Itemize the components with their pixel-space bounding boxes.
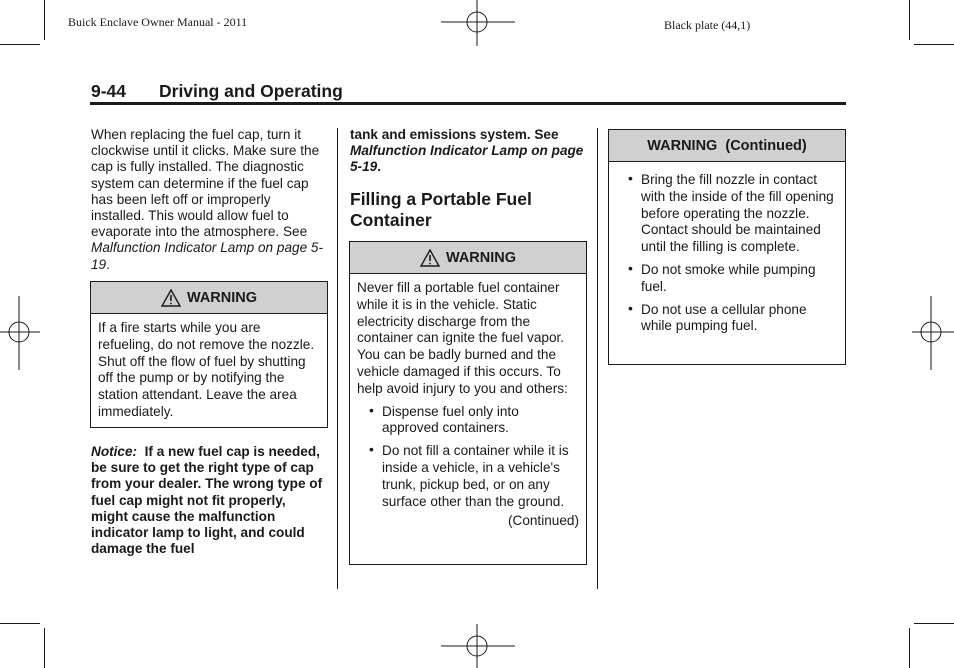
section-heading: Filling a Portable Fuel Container bbox=[350, 189, 532, 230]
continued-warning-box bbox=[608, 129, 846, 365]
malfunction-lamp-reference: Malfunction Indicator Lamp on page 5-19 bbox=[91, 240, 323, 272]
malfunction-lamp-reference-2: Malfunction Indicator Lamp on page 5-19 bbox=[350, 143, 584, 175]
header-rule bbox=[90, 102, 846, 105]
registration-mark-left bbox=[0, 296, 40, 370]
warning-title: WARNING bbox=[445, 249, 517, 266]
continued-paragraph: tank and emissions system. See Malfunction Indicator Lamp on page 5-19. bbox=[350, 127, 584, 175]
column-divider-2 bbox=[597, 128, 598, 589]
plate-label: Black plate (44,1) bbox=[664, 18, 751, 32]
page-number: 9-44 bbox=[91, 81, 127, 101]
continued-label: (Continued) bbox=[507, 513, 579, 529]
portable-fuel-warning-box bbox=[349, 241, 587, 565]
fire-warning-box bbox=[90, 281, 328, 428]
registration-mark-right bbox=[912, 296, 954, 370]
warning-triangle-icon bbox=[420, 249, 440, 267]
fuel-cap-paragraph: When replacing the fuel cap, turn it clockwise until it clicks. Make sure the cap is fully installed. The diagnostic system can determine if the fuel cap has been left off or improperly installed. This would allow fuel to evaporate into the atmosphere. See Malfunction Indicator Lamp on page 5-19. bbox=[91, 127, 323, 272]
registration-mark-bottom bbox=[441, 624, 515, 668]
notice-paragraph: Notice: If a new fuel cap is needed, be sure to get the right type of cap from your dealer. The wrong type of fuel cap might not fit properly, might cause the malfunction indicator lamp to light, and could damage the fuel bbox=[91, 444, 323, 557]
list-item: • Do not fill a container while it is inside a vehicle, in a vehicle's trunk, pickup bed, or on any surface other than the ground. bbox=[369, 441, 569, 509]
warning-triangle-icon bbox=[161, 289, 181, 307]
list-item: • Do not use a cellular phone while pumping fuel. bbox=[628, 299, 807, 334]
fire-warning-text: If a fire starts while you are refueling, do not remove the nozzle. Shut off the flow of fuel by shutting off the pump or by notifying the station attendant. Leave the area immediately. bbox=[98, 320, 315, 419]
column-divider-1 bbox=[337, 128, 338, 589]
warning-continued-title: WARNING (Continued) bbox=[647, 137, 807, 154]
list-item: • Dispense fuel only into approved containers. bbox=[369, 401, 519, 436]
warning-title: WARNING bbox=[186, 289, 258, 306]
notice-label: Notice: bbox=[91, 444, 138, 459]
portable-fuel-warning-text: Never fill a portable fuel container while it is in the vehicle. Static electricity discharge from the container can ignite the fuel vapor. You can be badly burned and the vehicle damaged if this occurs. To help avoid injury to you and others: bbox=[357, 280, 568, 396]
registration-mark-top bbox=[441, 0, 515, 46]
list-item: • Do not smoke while pumping fuel. bbox=[628, 259, 816, 294]
section-title: Driving and Operating bbox=[159, 81, 343, 101]
manual-title: Buick Enclave Owner Manual - 2011 bbox=[68, 15, 248, 29]
list-item: • Bring the fill nozzle in contact with the inside of the fill opening before operating the nozzle. Contact should be maintained until the filling is complete. bbox=[628, 170, 834, 255]
